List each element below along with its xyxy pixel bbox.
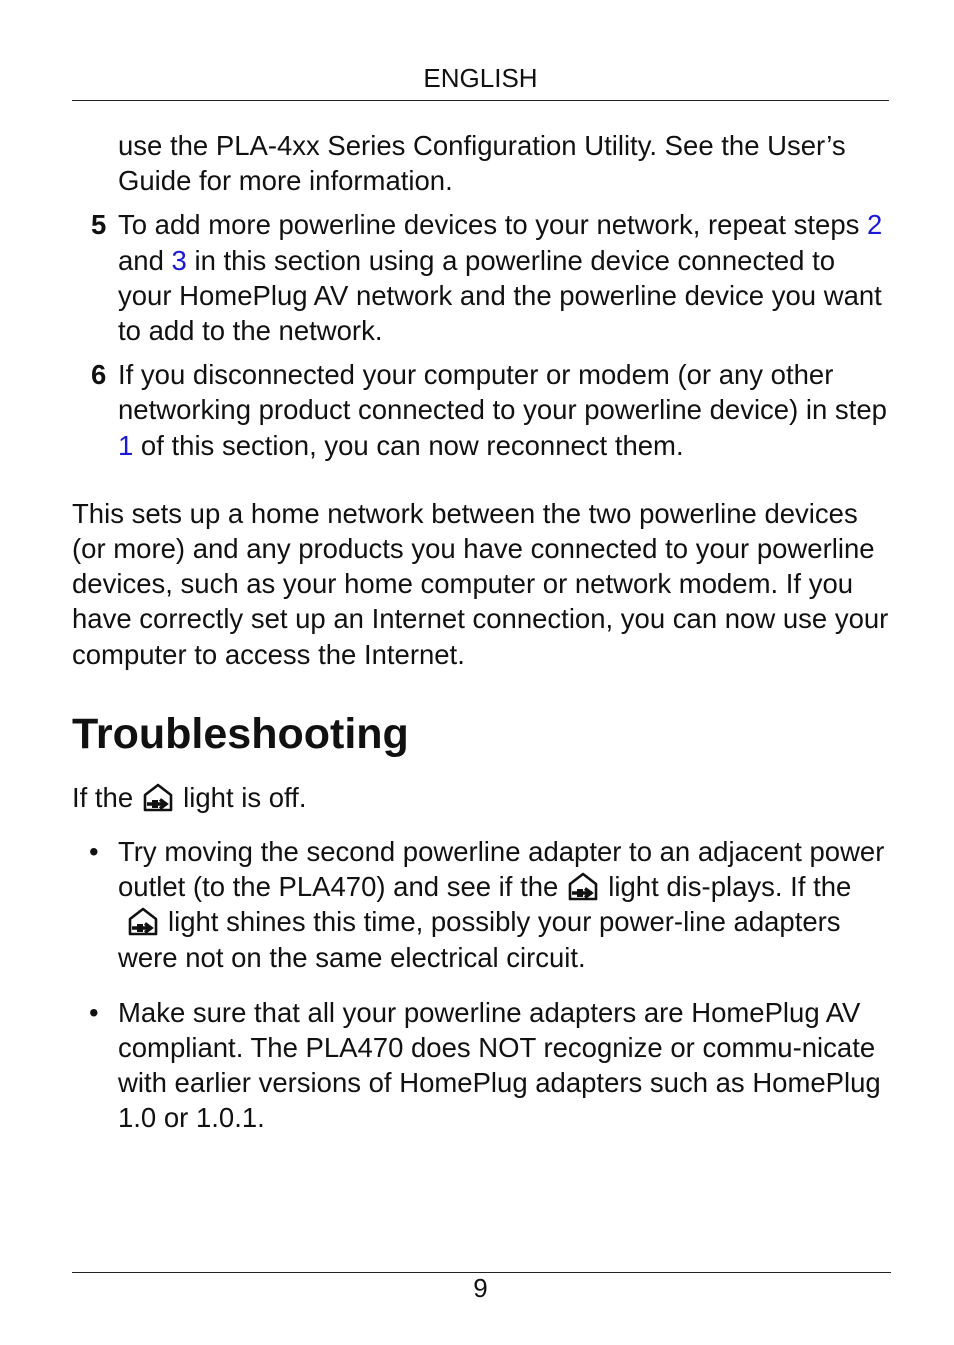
step-text: If you disconnected your computer or modem (or any other networking product connected to your powerline device) in step	[118, 359, 887, 426]
bullet-text: light dis-plays. If the	[608, 871, 852, 903]
bullet-text: Try moving the second powerline adapter to an adjacent power outlet (to the PLA470) and see if the	[118, 836, 885, 903]
page-header: ENGLISH	[423, 63, 538, 93]
bullet-item	[72, 834, 892, 975]
bullet-item	[72, 995, 892, 1136]
step-number: 5	[91, 209, 107, 241]
step-link-3[interactable]: 3	[171, 244, 187, 276]
summary-paragraph: This sets up a home network between the two powerline devices (or more) and any products you have connected to your powerline devices, such as your home computer or network modem. If you have correctly set up an Internet connection, you can now use your computer to access the Internet.	[72, 497, 889, 670]
step-6	[72, 357, 892, 463]
homeplug-light-icon	[124, 906, 162, 936]
step-5	[72, 207, 892, 348]
bullet-text: Make sure that all your powerline adapters are HomePlug AV compliant. The PLA470 does NOT recognize or commu-nicate with earlier versions of HomePlug adapters such as HomePlug 1.0 or 1.0.1.	[118, 996, 881, 1134]
homeplug-light-icon	[139, 782, 177, 812]
condition-line	[72, 780, 892, 815]
header-rule	[72, 100, 889, 101]
bullet-marker: •	[89, 996, 99, 1028]
bullet-list	[72, 834, 892, 1136]
continuation-text: use the PLA-4xx Series Configuration Utility. See the User’s Guide for more information.	[118, 130, 846, 197]
step-text: of this section, you can now reconnect them.	[133, 429, 684, 461]
step-text: in this section using a powerline device connected to your HomePlug AV network and the powerline device you want to add to the network.	[118, 244, 882, 347]
step-link-1[interactable]: 1	[118, 429, 134, 461]
step-link-2[interactable]: 2	[867, 209, 883, 241]
condition-text: If the	[72, 781, 134, 813]
section-title: Troubleshooting	[72, 709, 409, 758]
bullet-text: light shines this time, possibly your power-line adapters were not on the same electrical circuit.	[118, 906, 841, 973]
step-text: To add more powerline devices to your network, repeat steps	[118, 209, 867, 241]
page-number: 9	[473, 1273, 488, 1303]
bullet-marker: •	[89, 836, 99, 868]
step-number: 6	[91, 359, 107, 391]
homeplug-light-icon	[564, 871, 602, 901]
page-content	[72, 128, 892, 1136]
step-text: and	[118, 244, 172, 276]
condition-text: light is off.	[183, 781, 307, 813]
